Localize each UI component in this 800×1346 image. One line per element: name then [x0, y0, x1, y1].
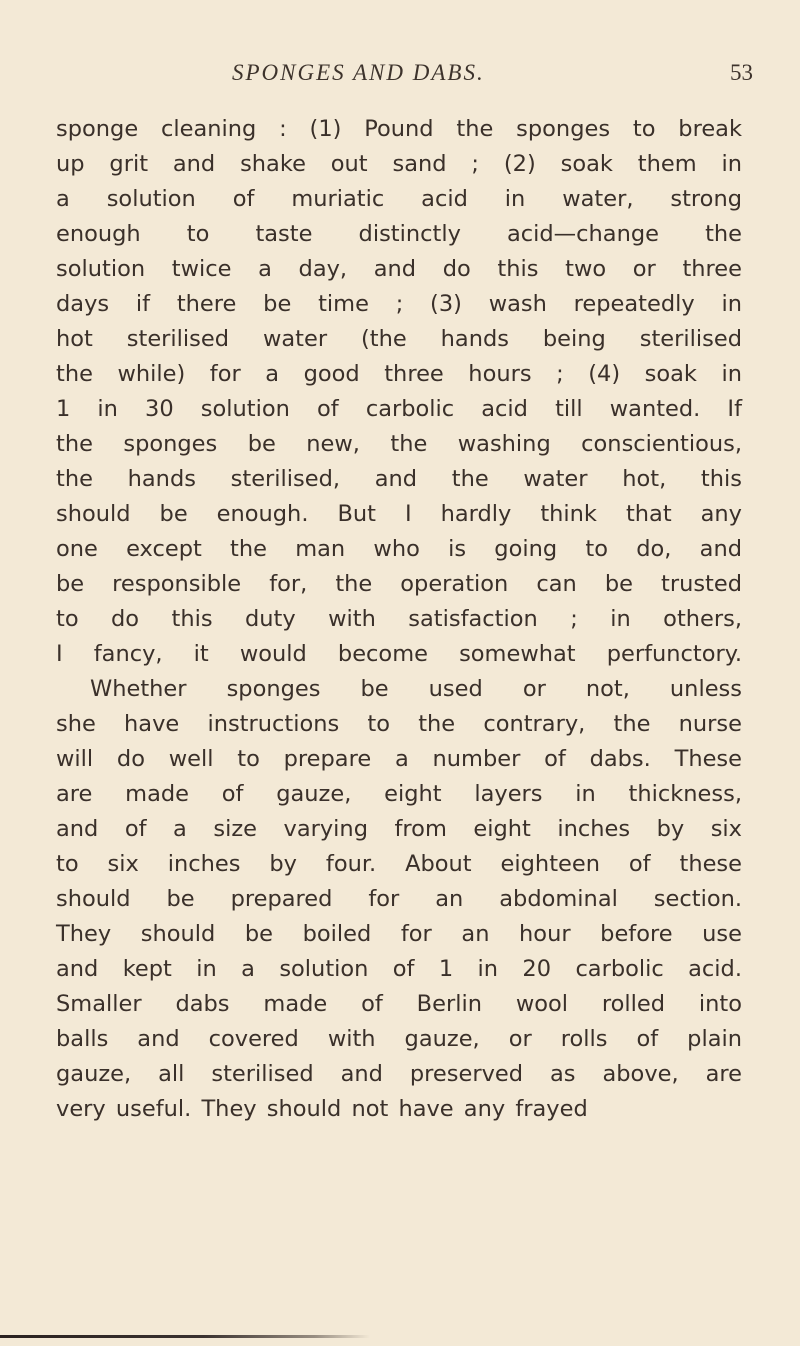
- bottom-edge-rule: [0, 1335, 370, 1338]
- text-line: hot sterilised water (the hands being sterilised: [56, 326, 742, 352]
- text-line: she have instructions to the contrary, the nurse: [56, 711, 742, 737]
- text-line: will do well to prepare a number of dabs. These: [56, 746, 742, 772]
- text-line: gauze, all sterilised and preserved as above, are: [56, 1061, 742, 1087]
- running-head: [0, 60, 800, 100]
- text-line: Smaller dabs made of Berlin wool rolled into: [56, 991, 742, 1017]
- text-line: the sponges be new, the washing conscientious,: [56, 431, 742, 457]
- text-line: very useful. They should not have any frayed: [56, 1096, 588, 1122]
- text-line: and kept in a solution of 1 in 20 carbolic acid.: [56, 956, 742, 982]
- text-line: be responsible for, the operation can be trusted: [56, 571, 742, 597]
- text-line: to six inches by four. About eighteen of these: [56, 851, 742, 877]
- text-line: They should be boiled for an hour before use: [56, 921, 742, 947]
- text-line: the while) for a good three hours ; (4) soak in: [56, 361, 742, 387]
- text-line: enough to taste distinctly acid—change the: [56, 221, 742, 247]
- text-line: sponge cleaning : (1) Pound the sponges to break: [56, 116, 742, 142]
- text-line: solution twice a day, and do this two or three: [56, 256, 742, 282]
- text-line: to do this duty with satisfaction ; in others,: [56, 606, 742, 632]
- text-line: up grit and shake out sand ; (2) soak them in: [56, 151, 742, 177]
- text-line: are made of gauze, eight layers in thickness,: [56, 781, 742, 807]
- text-line: the hands sterilised, and the water hot, this: [56, 466, 742, 492]
- text-line: should be enough. But I hardly think that any: [56, 501, 742, 527]
- text-line: and of a size varying from eight inches by six: [56, 816, 742, 842]
- text-line: a solution of muriatic acid in water, strong: [56, 186, 742, 212]
- text-line: should be prepared for an abdominal section.: [56, 886, 742, 912]
- paragraph-start-line: Whether sponges be used or not, unless: [90, 676, 742, 702]
- text-line: balls and covered with gauze, or rolls of plain: [56, 1026, 742, 1052]
- text-line: days if there be time ; (3) wash repeatedly in: [56, 291, 742, 317]
- text-line: one except the man who is going to do, and: [56, 536, 742, 562]
- text-line: I fancy, it would become somewhat perfunctory.: [56, 641, 742, 667]
- page-number: 53: [730, 60, 753, 85]
- body-text: [56, 112, 742, 1127]
- text-line: 1 in 30 solution of carbolic acid till wanted. If: [56, 396, 742, 422]
- running-title: SPONGES AND DABS.: [232, 60, 485, 85]
